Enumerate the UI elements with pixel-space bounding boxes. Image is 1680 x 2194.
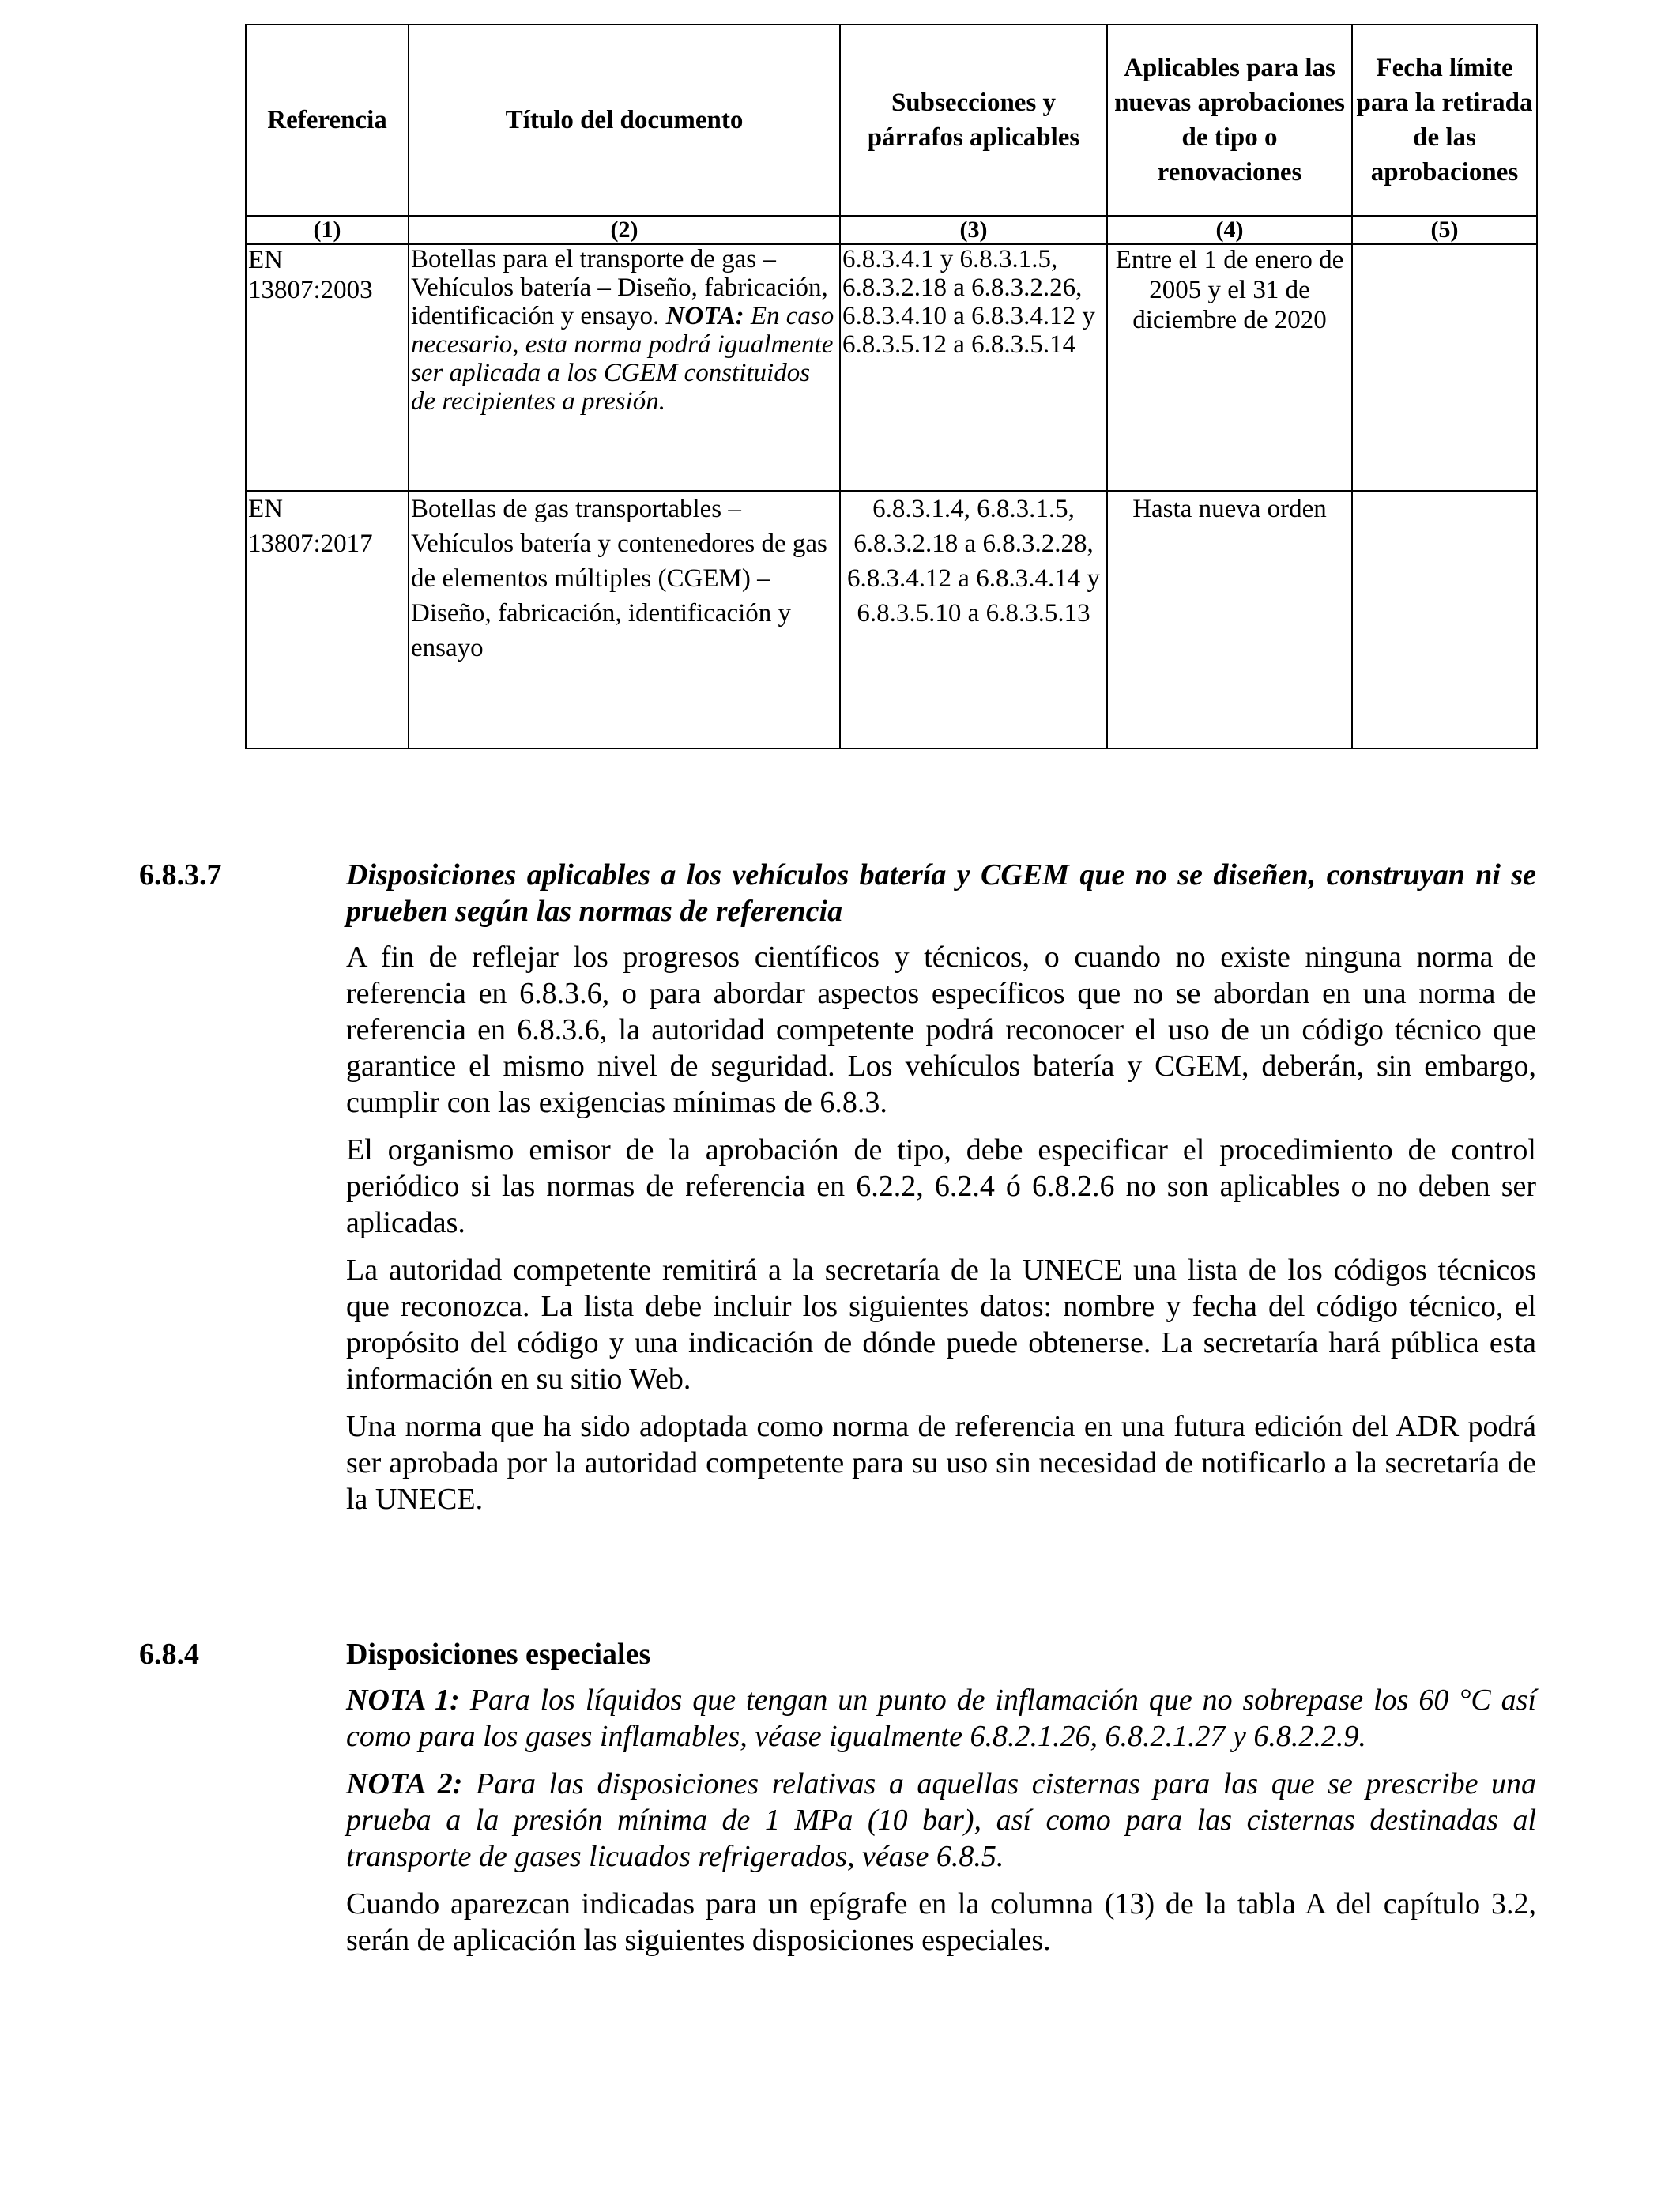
row-applicable: Entre el 1 de enero de 2005 y el 31 de diciembre de 2020 xyxy=(1107,244,1352,491)
col-number: (4) xyxy=(1107,216,1352,244)
row-deadline xyxy=(1352,244,1537,491)
header-titulo: Título del documento xyxy=(409,25,840,216)
section-684-title: Disposiciones especiales xyxy=(346,1638,651,1671)
note-label: NOTA: xyxy=(665,302,744,330)
section-684-paragraph: Cuando aparezcan indicadas para un epígrafe en la columna (13) de la tabla A del capítulo 3.2, serán de aplicación las siguientes disposiciones especiales. xyxy=(346,1887,1536,1957)
column-number-row xyxy=(246,216,1537,244)
reference-standards-table xyxy=(245,24,1538,749)
section-684 xyxy=(346,1636,1536,1958)
section-6837-paragraph: La autoridad competente remitirá a la secretaría de la UNECE una lista de los códigos técnicos que reconozca. La lista debe incluir los siguientes datos: nombre y fecha del código técnico, el propósito del código y una indicación de dónde puede obtenerse. La secretaría hará pública esta información en su sitio Web. xyxy=(346,1253,1536,1396)
row-subsections: 6.8.3.1.4, 6.8.3.1.5, 6.8.3.2.18 a 6.8.3.2.28, 6.8.3.4.12 a 6.8.3.4.14 y 6.8.3.5.10 a 6.8.3.5.13 xyxy=(840,491,1107,748)
row-ref: EN 13807:2017 xyxy=(246,491,409,748)
col-number: (1) xyxy=(246,216,409,244)
row-title xyxy=(409,244,840,491)
row-applicable: Hasta nueva orden xyxy=(1107,491,1352,748)
section-684-note-1 xyxy=(346,1682,1536,1755)
row-ref: EN 13807:2003 xyxy=(246,244,409,491)
col-number: (5) xyxy=(1352,216,1537,244)
table-row xyxy=(246,491,1537,748)
row-subsections: 6.8.3.4.1 y 6.8.3.1.5, 6.8.3.2.18 a 6.8.3.2.26, 6.8.3.4.10 a 6.8.3.4.12 y 6.8.3.5.12 a 6.8.3.5.14 xyxy=(840,244,1107,491)
row-title-text: Botellas para el transporte de gas – Vehículos batería – Diseño, fabricación, identificación y ensayo. xyxy=(411,245,828,330)
header-referencia: Referencia xyxy=(246,25,409,216)
section-6837 xyxy=(346,857,1536,1517)
row-deadline xyxy=(1352,491,1537,748)
section-6837-paragraph: Una norma que ha sido adoptada como norma de referencia en una futura edición del ADR podrá ser aprobada por la autoridad competente para su uso sin necesidad de notificarlo a la secretaría de la UNECE. xyxy=(346,1410,1536,1516)
section-number-684: 6.8.4 xyxy=(139,1638,199,1671)
table-header-row xyxy=(246,25,1537,216)
header-subsecciones: Subsecciones y párrafos aplicables xyxy=(840,25,1107,216)
row-title: Botellas de gas transportables – Vehículos batería y contenedores de gas de elementos múltiples (CGEM) – Diseño, fabricación, identificación y ensayo xyxy=(409,491,840,748)
section-6837-paragraph: El organismo emisor de la aprobación de tipo, debe especificar el procedimiento de control periódico si las normas de referencia en 6.2.2, 6.2.4 ó 6.8.2.6 no son aplicables o no deben ser aplicadas. xyxy=(346,1133,1536,1239)
note-2-label: NOTA 2: xyxy=(346,1767,463,1800)
section-6837-title: Disposiciones aplicables a los vehículos batería y CGEM que no se diseñen, construyan ni se prueben según las normas de referencia xyxy=(346,858,1536,928)
section-684-note-2 xyxy=(346,1766,1536,1875)
table-row xyxy=(246,244,1537,491)
section-6837-paragraph: A fin de reflejar los progresos científicos y técnicos, o cuando no existe ninguna norma de referencia en 6.8.3.6, o para abordar aspectos específicos que no se abordan en una norma de referencia en 6.8.3.6, la autoridad competente podrá reconocer el uso de un código técnico que garantice el mismo nivel de seguridad. Los vehículos batería y CGEM, deberán, sin embargo, cumplir con las exigencias mínimas de 6.8.3. xyxy=(346,941,1536,1119)
section-number-6837: 6.8.3.7 xyxy=(139,858,222,892)
note-text: En caso necesario, esta norma podrá igualmente ser aplicada a los CGEM constituidos de recipientes a presión. xyxy=(411,302,834,416)
col-number: (2) xyxy=(409,216,840,244)
header-fecha-limite: Fecha límite para la retirada de las aprobaciones xyxy=(1352,25,1537,216)
col-number: (3) xyxy=(840,216,1107,244)
note-1-text: Para los líquidos que tengan un punto de inflamación que no sobrepase los 60 °C así como para los gases inflamables, véase igualmente 6.8.2.1.26, 6.8.2.1.27 y 6.8.2.2.9. xyxy=(346,1683,1536,1753)
header-aplicables: Aplicables para las nuevas aprobaciones de tipo o renovaciones xyxy=(1107,25,1352,216)
note-2-text: Para las disposiciones relativas a aquellas cisternas para las que se prescribe una prueba a la presión mínima de 1 MPa (10 bar), así como para las cisternas destinadas al transporte de gases licuados refrigerados, véase 6.8.5. xyxy=(346,1767,1536,1873)
note-1-label: NOTA 1: xyxy=(346,1683,460,1717)
